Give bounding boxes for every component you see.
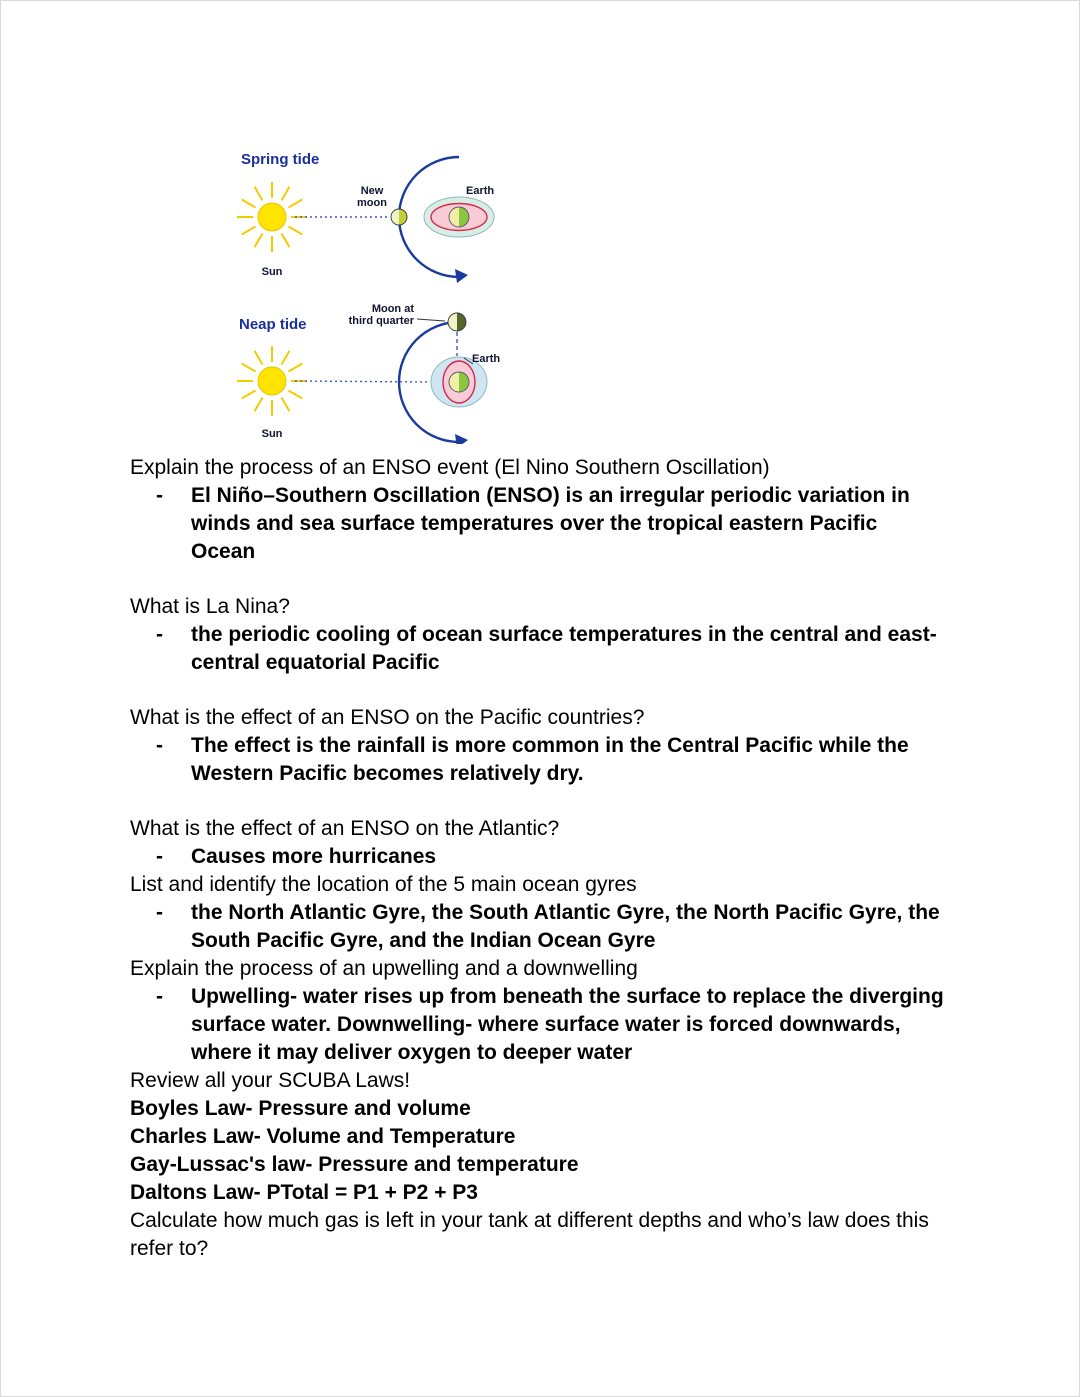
question-la-nina: What is La Nina? (130, 595, 290, 618)
sun-earth-dotted-line (295, 381, 429, 382)
orbit-arrow-icon-neap (455, 434, 468, 444)
blank-line (130, 677, 946, 704)
earth-label-neap: Earth (472, 353, 501, 365)
answer-ocean-gyres (156, 899, 946, 955)
blank-line (130, 788, 946, 815)
list-dash: - (156, 901, 163, 924)
gay-lussac-law-line: Gay-Lussac's law- Pressure and temperature (130, 1153, 579, 1176)
blank-line (130, 566, 946, 593)
tide-diagram-svg (229, 144, 519, 444)
answer-text: the North Atlantic Gyre, the South Atlantic Gyre, the North Pacific Gyre, the South Pacific Gyre, and the Indian Ocean Gyre (191, 901, 940, 952)
answer-enso-event (156, 482, 946, 566)
third-quarter-moon-icon (448, 313, 466, 331)
earth-label: Earth (466, 185, 495, 197)
question-enso-event: Explain the process of an ENSO event (El Nino Southern Oscillation) (130, 456, 770, 479)
list-dash: - (156, 734, 163, 757)
new-moon-label-line2: moon (357, 197, 387, 209)
charles-law-line: Charles Law- Volume and Temperature (130, 1125, 516, 1148)
notes-content (130, 454, 946, 1263)
question-gas-tank: Calculate how much gas is left in your tank at different depths and who’s law does this refer to? (130, 1209, 929, 1260)
moon-label-leader-line (417, 319, 445, 321)
list-dash: - (156, 845, 163, 868)
scuba-laws-intro: Review all your SCUBA Laws! (130, 1069, 411, 1092)
orbit-arrow-icon (455, 269, 468, 283)
answer-text: The effect is the rainfall is more common in the Central Pacific while the Western Pacific becomes relatively dry. (191, 734, 909, 785)
answer-text: El Niño–Southern Oscillation (ENSO) is an irregular periodic variation in winds and sea surface temperatures over the tropical eastern Pacific Ocean (191, 484, 910, 563)
neap-tide-title: Neap tide (239, 316, 307, 333)
list-dash: - (156, 985, 163, 1008)
new-moon-label-line1: New (360, 185, 384, 197)
answer-la-nina (156, 621, 946, 677)
answer-text: Upwelling- water rises up from beneath the surface to replace the diverging surface water. Downwelling- where surface water is forced downwards, where it may deliver oxygen to deeper water (191, 985, 944, 1064)
answer-text: the periodic cooling of ocean surface temperatures in the central and east-central equatorial Pacific (191, 623, 937, 674)
answer-text: Causes more hurricanes (191, 845, 437, 868)
tide-diagram-figure (229, 144, 519, 444)
daltons-law-line: Daltons Law- PTotal = P1 + P2 + P3 (130, 1181, 478, 1204)
answer-enso-atlantic (156, 843, 946, 871)
earth-spring-icon (424, 197, 494, 237)
answer-enso-pacific (156, 732, 946, 788)
spring-tide-group (237, 151, 494, 283)
third-quarter-moon-label-line1: Moon at (371, 303, 414, 315)
sun-label-neap: Sun (261, 428, 283, 440)
question-upwelling: Explain the process of an upwelling and a downwelling (130, 957, 638, 980)
question-enso-atlantic: What is the effect of an ENSO on the Atlantic? (130, 817, 560, 840)
third-quarter-moon-label-line2: third quarter (348, 315, 414, 327)
question-ocean-gyres: List and identify the location of the 5 main ocean gyres (130, 873, 637, 896)
list-dash: - (156, 623, 163, 646)
spring-tide-title: Spring tide (241, 151, 320, 168)
neap-tide-group (237, 303, 500, 444)
answer-upwelling (156, 983, 946, 1067)
list-dash: - (156, 484, 163, 507)
sun-label: Sun (261, 266, 283, 278)
new-moon-icon (391, 209, 407, 225)
question-enso-pacific: What is the effect of an ENSO on the Pacific countries? (130, 706, 645, 729)
boyles-law-line: Boyles Law- Pressure and volume (130, 1097, 471, 1120)
